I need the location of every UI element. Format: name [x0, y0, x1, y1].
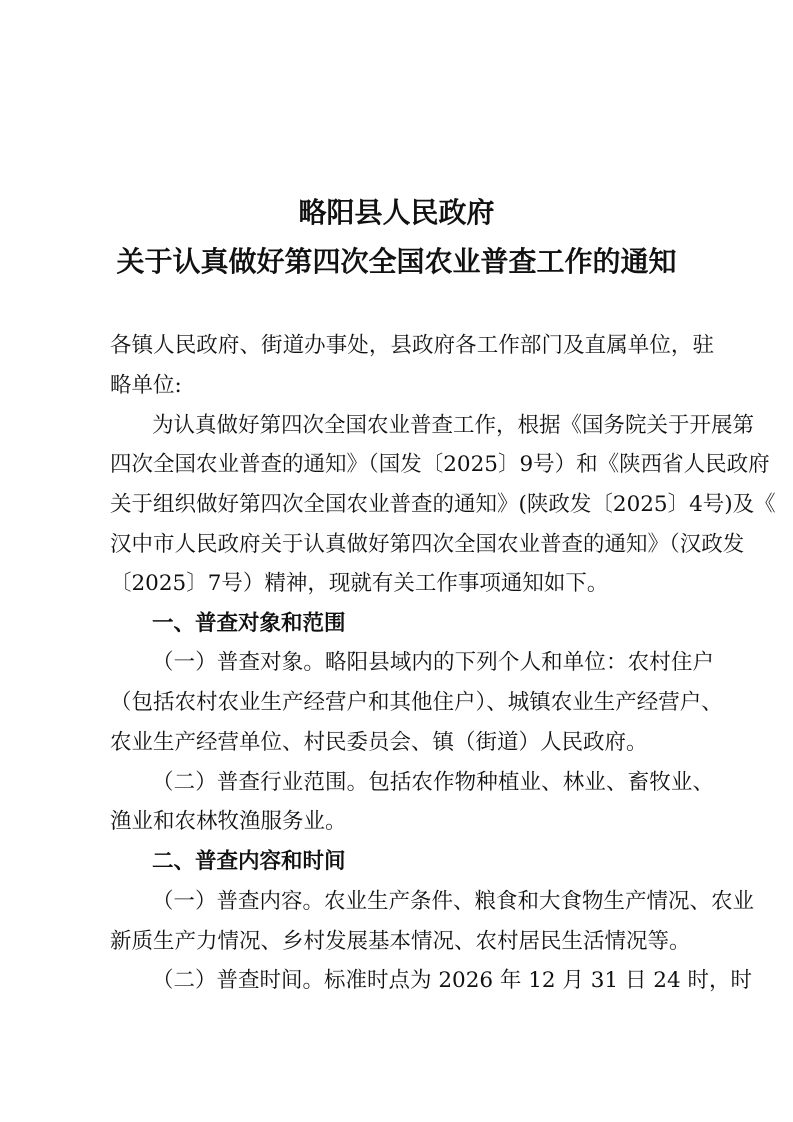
section1-item1-line: （包括农村农业生产经营户和其他住户）、城镇农业生产经营户、	[110, 690, 723, 715]
intro-line: 四次全国农业普查的通知》（国发〔2025〕9号）和《陕西省人民政府	[110, 452, 770, 477]
section1-item2-line: （二）普查行业范围。包括农作物种植业、林业、畜牧业、	[152, 770, 714, 795]
addressee-line: 各镇人民政府、街道办事处，县政府各工作部门及直属单位，驻	[110, 333, 714, 358]
section2-item2-line: （二）普查时间。标准时点为 2026 年 12 月 31 日 24 时，时	[152, 968, 752, 993]
title-line-1: 略阳县人民政府	[298, 196, 495, 229]
intro-line: 〔2025〕7号）精神，现就有关工作事项通知如下。	[110, 571, 609, 596]
intro-line: 汉中市人民政府关于认真做好第四次全国农业普查的通知》（汉政发	[110, 532, 745, 557]
section1-item2-line: 渔业和农林牧渔服务业。	[110, 809, 347, 834]
intro-line: 为认真做好第四次全国农业普查工作，根据《国务院关于开展第	[152, 413, 755, 438]
section-heading-1: 一、普查对象和范围	[152, 611, 346, 636]
section1-item1-line: 农业生产经营单位、村民委员会、镇（街道）人民政府。	[110, 730, 648, 755]
section1-item1-line: （一）普查对象。略阳县域内的下列个人和单位：农村住户	[152, 650, 714, 675]
title-line-2: 关于认真做好第四次全国农业普查工作的通知	[116, 245, 677, 278]
intro-line: 关于组织做好第四次全国农业普查的通知》(陕政发〔2025〕4号)及《	[110, 492, 776, 517]
addressee-line: 略单位:	[110, 373, 182, 398]
section-heading-2: 二、普查内容和时间	[152, 849, 346, 874]
section2-item1-line: （一）普查内容。农业生产条件、粮食和大食物生产情况、农业	[152, 889, 755, 914]
section2-item1-line: 新质生产力情况、乡村发展基本情况、农村居民生活情况等。	[110, 929, 691, 954]
